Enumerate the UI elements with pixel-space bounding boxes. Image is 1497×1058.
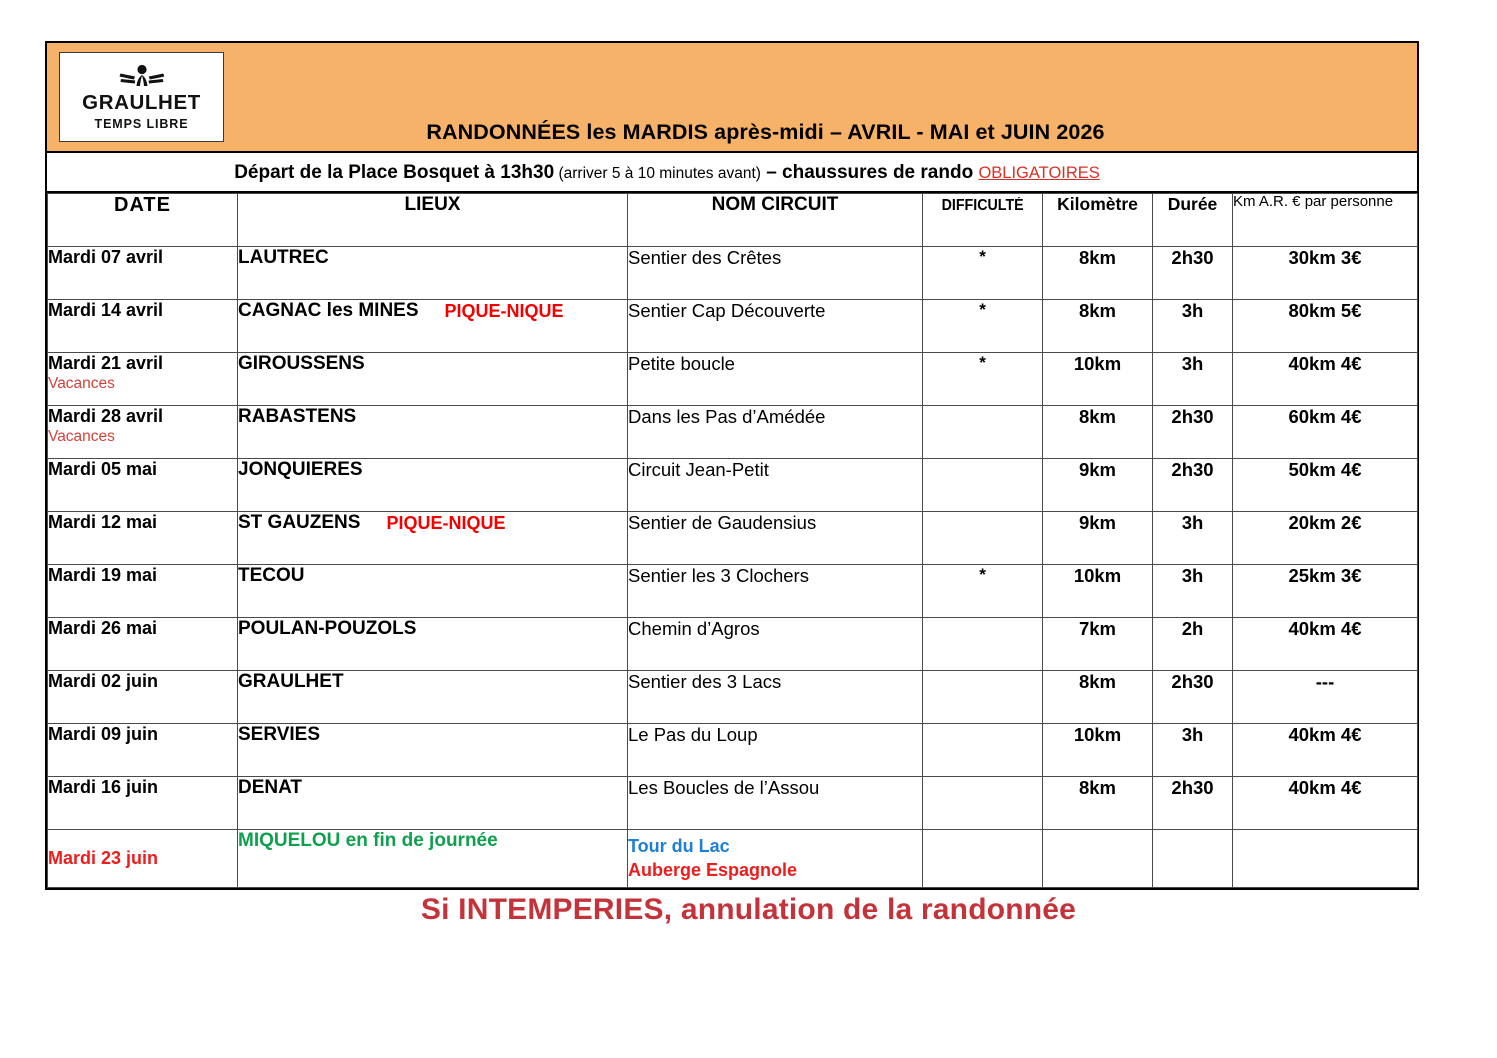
banner-title-wrap <box>224 43 1417 151</box>
prix-text: 40km 4€ <box>1288 618 1362 639</box>
table-row <box>48 830 1418 888</box>
obligatoires-label: OBLIGATOIRES <box>978 163 1100 182</box>
cell-circuit <box>628 618 923 671</box>
cell-difficulte <box>923 353 1043 406</box>
lieu-text: GRAULHET <box>238 671 344 692</box>
cell-lieu <box>238 671 628 724</box>
cell-prix <box>1233 459 1418 512</box>
table-row <box>48 247 1418 300</box>
table-row <box>48 724 1418 777</box>
cell-lieu <box>238 724 628 777</box>
cell-circuit <box>628 671 923 724</box>
cell-difficulte <box>923 459 1043 512</box>
circuit-text: Circuit Jean-Petit <box>628 459 769 480</box>
prix-text: 25km 3€ <box>1288 565 1362 586</box>
cell-kilometre <box>1043 777 1153 830</box>
cell-duree <box>1153 247 1233 300</box>
holiday-note: Vacances <box>48 374 115 392</box>
cell-date <box>48 618 238 671</box>
hikes-schedule-table <box>47 193 1418 888</box>
circuit-text: Tour du Lac <box>628 836 730 857</box>
cell-prix <box>1233 830 1418 888</box>
cell-kilometre <box>1043 618 1153 671</box>
kilometre-text: 7km <box>1078 618 1117 639</box>
cell-date <box>48 300 238 353</box>
cell-date <box>48 724 238 777</box>
holiday-note: Vacances <box>48 427 115 445</box>
lieu-text: LAUTREC <box>238 247 329 268</box>
circuit-text: Sentier de Gaudensius <box>628 512 817 533</box>
cell-duree <box>1153 671 1233 724</box>
cell-date <box>48 406 238 459</box>
column-header-difficulte: DIFFICULTÉ <box>923 194 1043 247</box>
shoes-requirement-text: – chaussures de rando <box>760 161 979 183</box>
lieu-inner <box>238 830 627 852</box>
cell-difficulte <box>923 300 1043 353</box>
table-row <box>48 459 1418 512</box>
lieu-text: TECOU <box>238 565 305 586</box>
lieu-text: JONQUIERES <box>238 459 363 480</box>
cell-lieu <box>238 247 628 300</box>
duree-text: 2h <box>1181 618 1204 639</box>
cell-difficulte <box>923 512 1043 565</box>
circuit-text: Sentier Cap Découverte <box>628 300 826 321</box>
kilometre-text: 8km <box>1078 406 1117 427</box>
lieu-inner <box>238 353 627 375</box>
cell-duree <box>1153 724 1233 777</box>
table-row <box>48 512 1418 565</box>
header-banner <box>47 43 1417 153</box>
cell-difficulte <box>923 247 1043 300</box>
cell-lieu <box>238 406 628 459</box>
date-text: Mardi 07 avril <box>48 247 164 267</box>
prix-text: --- <box>1315 671 1335 692</box>
departure-info-line <box>234 163 1100 182</box>
duree-text: 2h30 <box>1171 247 1214 268</box>
duree-text: 2h30 <box>1171 671 1214 692</box>
kilometre-text: 9km <box>1078 459 1117 480</box>
date-text: Mardi 23 juin <box>48 848 159 869</box>
column-header-duree: Durée <box>1153 194 1233 247</box>
duree-text: 3h <box>1181 565 1204 586</box>
column-header-kilometre: Kilomètre <box>1043 194 1153 247</box>
circuit-text: Sentier des Crêtes <box>628 247 782 268</box>
cell-circuit <box>628 724 923 777</box>
difficulte-text: * <box>979 247 986 266</box>
prix-text: 80km 5€ <box>1288 300 1362 321</box>
lieu-text: SERVIES <box>238 724 321 745</box>
date-text: Mardi 12 mai <box>48 512 158 532</box>
kilometre-text: 10km <box>1073 565 1122 586</box>
table-row <box>48 406 1418 459</box>
lieu-inner <box>238 777 627 799</box>
kilometre-text: 8km <box>1078 300 1117 321</box>
cell-duree <box>1153 300 1233 353</box>
cell-date <box>48 459 238 512</box>
prix-text: 60km 4€ <box>1288 406 1362 427</box>
date-text: Mardi 14 avril <box>48 300 164 320</box>
date-text: Mardi 28 avril <box>48 406 164 426</box>
cell-date <box>48 353 238 406</box>
circuit-text: Les Boucles de l’Assou <box>628 777 820 798</box>
date-text: Mardi 02 juin <box>48 671 159 691</box>
weather-warning <box>0 893 1497 927</box>
cell-date <box>48 671 238 724</box>
cell-date <box>48 512 238 565</box>
cell-kilometre <box>1043 671 1153 724</box>
logo-name: GRAULHET <box>82 91 201 114</box>
duree-text: 3h <box>1181 353 1204 374</box>
cell-date <box>48 830 238 888</box>
cell-date <box>48 777 238 830</box>
cell-prix <box>1233 247 1418 300</box>
cell-prix <box>1233 565 1418 618</box>
date-text: Mardi 05 mai <box>48 459 158 479</box>
cell-duree <box>1153 353 1233 406</box>
table-row <box>48 353 1418 406</box>
lieu-inner <box>238 618 627 640</box>
cell-lieu <box>238 300 628 353</box>
cell-prix <box>1233 406 1418 459</box>
weather-warning-text: Si INTEMPERIES, annulation de la randonnée <box>420 893 1077 926</box>
duree-text: 2h30 <box>1171 777 1214 798</box>
date-text: Mardi 16 juin <box>48 777 159 797</box>
table-row <box>48 671 1418 724</box>
cell-prix <box>1233 777 1418 830</box>
lieu-text: POULAN-POUZOLS <box>238 618 417 639</box>
cell-kilometre <box>1043 459 1153 512</box>
cell-duree <box>1153 406 1233 459</box>
cell-lieu <box>238 777 628 830</box>
cell-circuit <box>628 247 923 300</box>
cell-circuit <box>628 512 923 565</box>
kilometre-text: 8km <box>1078 671 1117 692</box>
association-logo <box>59 52 224 142</box>
difficulte-text: * <box>979 300 986 319</box>
cell-date <box>48 247 238 300</box>
cell-prix <box>1233 353 1418 406</box>
prix-text: 20km 2€ <box>1288 512 1362 533</box>
circuit-text: Dans les Pas d’Amédée <box>628 406 826 427</box>
cell-kilometre <box>1043 724 1153 777</box>
column-header-lieux: LIEUX <box>238 194 628 247</box>
date-text: Mardi 09 juin <box>48 724 159 744</box>
prix-text: 40km 4€ <box>1288 724 1362 745</box>
lieu-inner <box>238 300 627 322</box>
lieu-text: RABASTENS <box>238 406 357 427</box>
cell-duree <box>1153 512 1233 565</box>
prix-text: 40km 4€ <box>1288 777 1362 798</box>
kilometre-text: 9km <box>1078 512 1117 533</box>
page-title: RANDONNÉES les MARDIS après-midi – AVRIL - MAI et JUIN 2026 <box>426 120 1105 144</box>
lieu-text: DENAT <box>238 777 303 798</box>
cell-date <box>48 565 238 618</box>
cell-difficulte <box>923 671 1043 724</box>
cell-circuit <box>628 777 923 830</box>
date-text: Mardi 26 mai <box>48 618 158 638</box>
cell-lieu <box>238 459 628 512</box>
departure-time-text: Départ de la Place Bosquet à 13h30 <box>234 161 555 183</box>
cell-prix <box>1233 300 1418 353</box>
cell-prix <box>1233 618 1418 671</box>
cell-prix <box>1233 724 1418 777</box>
cell-kilometre <box>1043 406 1153 459</box>
circuit-text: Sentier des 3 Lacs <box>628 671 782 692</box>
cell-kilometre <box>1043 353 1153 406</box>
departure-info-band <box>47 153 1417 193</box>
cell-difficulte <box>923 777 1043 830</box>
cell-difficulte <box>923 830 1043 888</box>
lieu-text: GIROUSSENS <box>238 353 365 374</box>
cell-difficulte <box>923 406 1043 459</box>
cell-kilometre <box>1043 565 1153 618</box>
cell-difficulte <box>923 618 1043 671</box>
lieu-text: MIQUELOU en fin de journée <box>238 830 498 851</box>
circuit-text: Sentier les 3 Clochers <box>628 565 809 586</box>
cell-kilometre <box>1043 512 1153 565</box>
cell-circuit <box>628 459 923 512</box>
date-text: Mardi 21 avril <box>48 353 164 373</box>
table-header <box>48 194 1418 247</box>
table-row <box>48 565 1418 618</box>
lieu-inner <box>238 512 627 534</box>
duree-text: 3h <box>1181 300 1204 321</box>
cell-lieu <box>238 618 628 671</box>
circuit-text: Le Pas du Loup <box>628 724 758 745</box>
duree-text: 2h30 <box>1171 406 1214 427</box>
difficulte-text: * <box>979 353 986 372</box>
table-header-row <box>48 194 1418 247</box>
cell-prix <box>1233 671 1418 724</box>
kilometre-text: 10km <box>1073 353 1122 374</box>
cell-circuit <box>628 830 923 888</box>
cell-duree <box>1153 459 1233 512</box>
lieu-text: ST GAUZENS <box>238 512 361 533</box>
kilometre-text: 10km <box>1073 724 1122 745</box>
circuit-text: Petite boucle <box>628 353 735 374</box>
cell-lieu <box>238 512 628 565</box>
circuit-text: Chemin d’Agros <box>628 618 760 639</box>
cell-difficulte <box>923 724 1043 777</box>
cell-duree <box>1153 777 1233 830</box>
cell-kilometre <box>1043 300 1153 353</box>
prix-text: 30km 3€ <box>1288 247 1362 268</box>
table-body <box>48 247 1418 888</box>
duree-text: 2h30 <box>1171 459 1214 480</box>
cell-circuit <box>628 300 923 353</box>
arrival-note-text: (arriver 5 à 10 minutes avant) <box>554 164 761 182</box>
lieu-inner <box>238 247 627 269</box>
circuit-subtext: Auberge Espagnole <box>628 859 798 880</box>
cell-lieu <box>238 353 628 406</box>
date-text: Mardi 19 mai <box>48 565 158 585</box>
column-header-prix: Km A.R. € par personne <box>1233 194 1418 247</box>
prix-text: 40km 4€ <box>1288 353 1362 374</box>
column-header-circuit: NOM CIRCUIT <box>628 194 923 247</box>
cell-difficulte <box>923 565 1043 618</box>
cell-prix <box>1233 512 1418 565</box>
cell-kilometre <box>1043 247 1153 300</box>
lieu-text: CAGNAC les MINES <box>238 300 419 321</box>
open-book-sunburst-icon <box>106 64 178 90</box>
cell-lieu <box>238 565 628 618</box>
table-row <box>48 777 1418 830</box>
cell-circuit <box>628 353 923 406</box>
schedule-sheet <box>45 41 1419 890</box>
table-row <box>48 618 1418 671</box>
cell-duree <box>1153 618 1233 671</box>
duree-text: 3h <box>1181 512 1204 533</box>
kilometre-text: 8km <box>1078 247 1117 268</box>
difficulte-text: * <box>979 565 986 584</box>
kilometre-text: 8km <box>1078 777 1117 798</box>
lieu-inner <box>238 724 627 746</box>
logo-subtitle: TEMPS LIBRE <box>94 116 189 131</box>
lieu-inner <box>238 459 627 481</box>
lieu-inner <box>238 671 627 693</box>
cell-duree <box>1153 830 1233 888</box>
picnic-badge: PIQUE-NIQUE <box>444 300 564 321</box>
prix-text: 50km 4€ <box>1288 459 1362 480</box>
lieu-inner <box>238 565 627 587</box>
cell-circuit <box>628 406 923 459</box>
duree-text: 3h <box>1181 724 1204 745</box>
cell-lieu <box>238 830 628 888</box>
column-header-date: DATE <box>48 194 238 247</box>
lieu-inner <box>238 406 627 428</box>
cell-circuit <box>628 565 923 618</box>
table-row <box>48 300 1418 353</box>
cell-kilometre <box>1043 830 1153 888</box>
cell-duree <box>1153 565 1233 618</box>
picnic-badge: PIQUE-NIQUE <box>386 512 506 533</box>
